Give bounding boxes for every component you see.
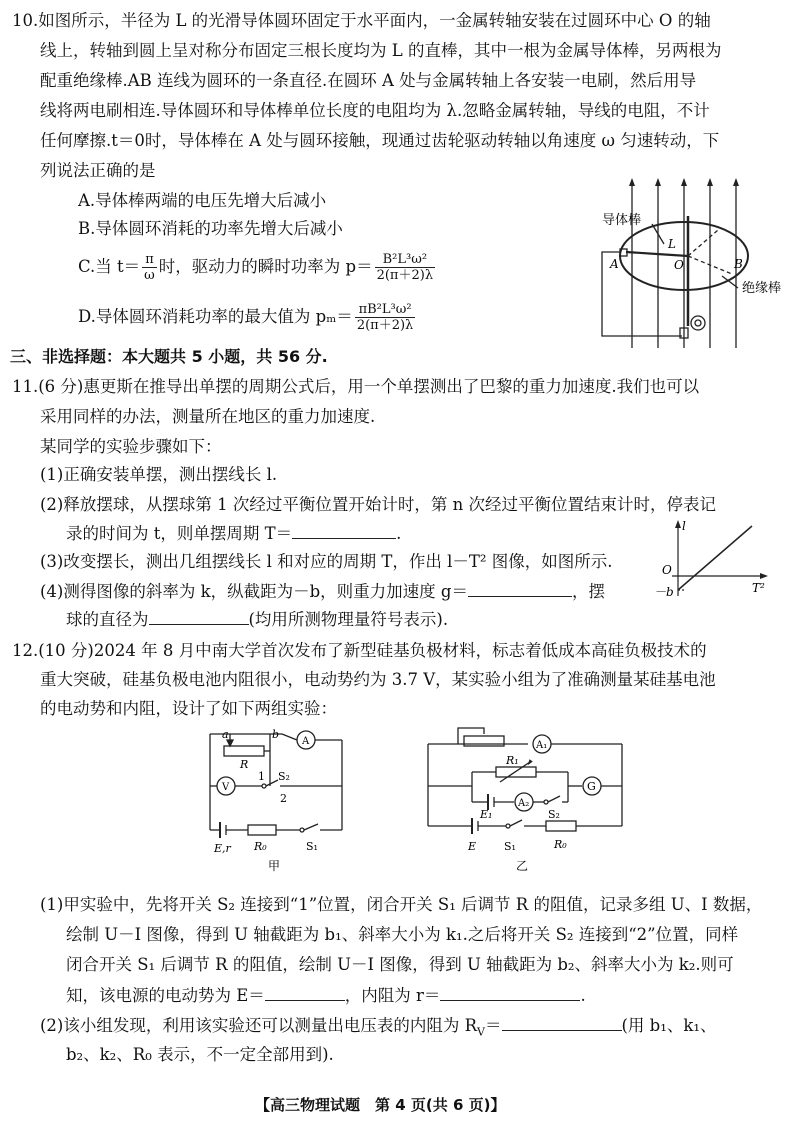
q12-fig1-label-b: b [272, 728, 280, 741]
q10-option-c-t-fraction [142, 252, 157, 283]
q12-part1-line3: 闭合开关 S₁ 后调节 R 的阻值，绘制 U－I 图像，得到 U 轴截距为 b₂、斜率大小为 k₂.则可 [66, 955, 734, 974]
q12-fig2-label-e1: E₁ [480, 808, 493, 821]
q10-option-d-den: 2(π＋2)λ [356, 318, 414, 333]
q10-option-a: A.导体棒两端的电压先增大后减小 [78, 191, 327, 210]
q10-fig-point-b: B [734, 257, 743, 271]
q11-step4b [66, 606, 448, 633]
q11-answer-blank-g[interactable] [468, 578, 572, 597]
q12-fig2-label-s2: S₂ [548, 808, 560, 821]
q10-option-c [78, 252, 437, 283]
q12-fig2-label-r0: R₀ [554, 838, 567, 851]
q12-circuit-jia [196, 722, 366, 872]
q12-fig1-label-r: R [240, 758, 249, 771]
q12-part1-line4 [66, 982, 586, 1009]
q12-answer-blank-rv[interactable] [502, 1012, 622, 1031]
q11-graph [652, 518, 772, 602]
q12-part2-line2: b₂、k₂、R₀ 表示，不一定全部用到). [66, 1045, 334, 1064]
q10-option-c-pre: C.当 t＝ [78, 257, 141, 276]
q10-option-c-mid: 时，驱动力的瞬时功率为 p＝ [158, 257, 373, 276]
q12-line1: 12.(10 分)2024 年 8 月中南大学首次发布了新型硅基负极材料，标志着低成本高硅负极技术的 [12, 641, 707, 660]
q12-part2-line1 [40, 1012, 716, 1045]
q11-step4b-text: 球的直径为 [66, 610, 149, 629]
q12-fig2-caption: 乙 [516, 859, 529, 872]
q10-fig-label-conductor: 导体棒 [602, 213, 642, 228]
q12-fig1-label-1: 1 [258, 770, 265, 783]
q11-line2: 采用同样的办法，测量所在地区的重力加速度. [40, 407, 376, 426]
q12-part2-eq: ＝ [485, 1016, 502, 1035]
q12-fig1-voltmeter: V [222, 782, 230, 793]
q11-answer-blank-diameter[interactable] [149, 606, 249, 625]
q11-graph-origin: O [662, 563, 672, 577]
q12-fig2-galvanometer: G [587, 780, 596, 793]
q12-fig1-label-a: a [222, 728, 229, 741]
q12-fig1-label-er: E,r [214, 842, 231, 855]
q12-part1-line4-pre: 知，该电源的电动势为 E＝ [66, 986, 265, 1005]
q12-fig2-label-e: E [468, 840, 477, 853]
q10-line5: 任何摩擦.t＝0时，导体棒在 A 处与圆环接触，现通过齿轮驱动转轴以角速度 ω 匀速转动，下 [40, 131, 720, 150]
q12-fig1-label-r0: R₀ [254, 840, 267, 853]
q11-step4a [40, 578, 605, 605]
q11-step1: (1)正确安装单摆，测出摆线长 l. [40, 465, 278, 484]
q10-fig-point-a: A [610, 257, 619, 271]
q10-line4: 线将两电刷相连.导体圆环和导体棒单位长度的电阻均为 λ.忽略金属转轴，导线的电阻，不计 [40, 101, 710, 120]
q12-part1-line1: (1)甲实验中，先将开关 S₂ 连接到“1”位置，闭合开关 S₁ 后调节 R 的阻值，记录多组 U、I 数据， [40, 895, 763, 914]
q10-line1: 10.如图所示，半径为 L 的光滑导体圆环固定于水平面内，一金属转轴安装在过圆环中心 O 的轴 [12, 11, 711, 30]
q11-step2b-text: 录的时间为 t，则单摆周期 T＝ [66, 524, 293, 543]
q10-line3: 配重绝缘棒.AB 连线为圆环的一条直径.在圆环 A 处与金属转轴上各安装一电刷，然后用导 [40, 71, 697, 90]
q12-answer-blank-emf[interactable] [265, 982, 345, 1001]
q11-step4a-text: (4)测得图像的斜率为 k，纵截距为－b，则重力加速度 g＝ [40, 582, 468, 601]
q10-option-c-t-den: ω [144, 268, 155, 283]
q10-option-d [78, 302, 417, 333]
q12-part1-line4-end: . [580, 986, 586, 1005]
q10-line6: 列说法正确的是 [40, 161, 156, 180]
q10-option-d-pre: D.导体圆环消耗功率的最大值为 pₘ＝ [78, 307, 353, 326]
q11-line1: 11.(6 分)惠更斯在推导出单摆的周期公式后，用一个单摆测出了巴黎的重力加速度.我们也可以 [12, 377, 700, 396]
q12-part1-line4-mid: ，内阻为 r＝ [344, 986, 441, 1005]
q10-option-d-num: πB²L³ω² [355, 302, 415, 318]
q12-fig2-label-r1: R₁ [506, 754, 519, 767]
q10-option-c-p-fraction [375, 252, 435, 283]
q12-fig1-caption: 甲 [268, 859, 281, 872]
q11-step2a: (2)释放摆球，从摆球第 1 次经过平衡位置开始计时，第 n 次经过平衡位置结束计时，停表记 [40, 495, 716, 514]
q11-step4b-end: (均用所测物理量符号表示). [248, 610, 449, 629]
q11-step3: (3)改变摆长，测出几组摆线长 l 和对应的周期 T，作出 l－T² 图像，如图所示. [40, 552, 613, 571]
q10-option-d-fraction [355, 302, 415, 333]
q11-step2b [66, 520, 401, 547]
q12-part2-end: (用 b₁、k₁、 [621, 1016, 717, 1035]
q10-option-c-p-num: B²L³ω² [375, 252, 435, 268]
q11-step4a-end: ，摆 [572, 582, 605, 601]
q12-answer-blank-r[interactable] [440, 982, 580, 1001]
q11-line3: 某同学的实验步骤如下： [40, 437, 222, 456]
q12-circuit-yi [418, 722, 632, 872]
section-header: 三、非选择题：本大题共 5 小题，共 56 分. [10, 347, 328, 366]
q11-graph-x-label: T² [752, 581, 765, 595]
q12-part2-pre: (2)该小组发现，利用该实验还可以测量出电压表的内阻为 R [40, 1016, 478, 1035]
q10-option-c-p-den: 2(π＋2)λ [376, 268, 434, 283]
q11-step2b-end: . [396, 524, 402, 543]
q12-fig1-label-s1: S₁ [306, 840, 318, 853]
q12-line3: 的电动势和内阻，设计了如下两组实验： [40, 699, 337, 718]
page-footer: 【高三物理试题 第 4 页(共 6 页)】 [255, 1096, 506, 1114]
q10-line2: 线上，转轴到圆上呈对称分布固定三根长度均为 L 的直棒，其中一根为金属导体棒，另两根为 [40, 41, 722, 60]
q12-fig2-ammeter-a2: A₂ [518, 798, 530, 809]
q11-graph-y-label: l [682, 519, 686, 533]
q10-option-c-t-num: π [142, 252, 157, 268]
q11-graph-intercept: －b [654, 585, 674, 599]
q10-fig-length-l: L [668, 237, 676, 251]
q10-fig-point-o: O [674, 258, 684, 272]
q12-fig1-ammeter: A [302, 736, 310, 747]
q12-part1-line2: 绘制 U－I 图像，得到 U 轴截距为 b₁、斜率大小为 k₁.之后将开关 S₂ 连接到“2”位置，同样 [66, 925, 739, 944]
q10-option-b: B.导体圆环消耗的功率先增大后减小 [78, 219, 343, 238]
q12-fig2-ammeter-a1: A₁ [536, 740, 548, 751]
q12-fig1-label-2: 2 [280, 792, 287, 805]
q12-line2: 重大突破，硅基负极电池内阻很小，电动势约为 3.7 V，某实验小组为了准确测量某硅基电池 [40, 670, 716, 689]
q10-figure [592, 176, 792, 356]
q12-fig2-label-s1: S₁ [504, 840, 516, 853]
q11-answer-blank-period[interactable] [292, 520, 396, 539]
q10-fig-label-insulator: 绝缘棒 [742, 281, 782, 296]
q12-part2-sub: V [477, 1025, 485, 1039]
q12-fig1-label-s2: S₂ [278, 770, 290, 783]
